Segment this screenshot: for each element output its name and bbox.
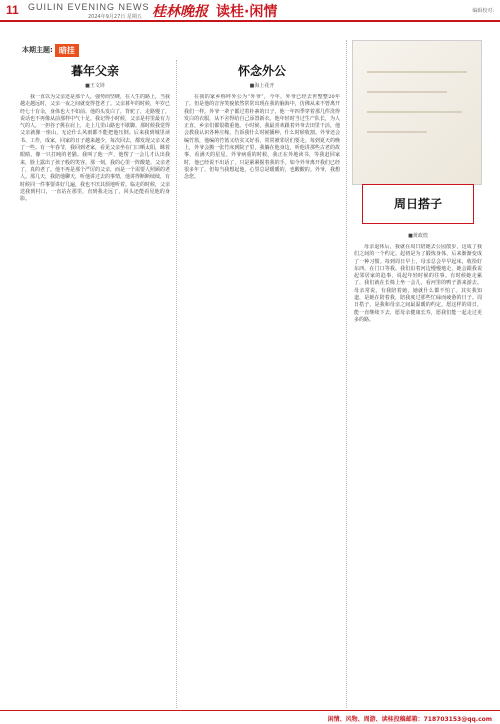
section-title: 读桂·闲情: [216, 4, 278, 20]
decorative-illustration: [352, 40, 482, 185]
article-author: ■黄政煌: [408, 233, 428, 239]
article-author: ■王文铎: [85, 83, 105, 89]
column-divider: [346, 40, 347, 708]
article-body: 母亲退休后，我就在周日陪她去公园散步，这成了我们之间的一个约定。起初是为了锻炼身体，后来渐渐变成了一种习惯。每到周日早上，母亲总会早早起床，收拾好东西，在门口等我。我们沿着河边慢慢地走，她会跟我说起邻居家的趋事，说起年轻时候的往事。有时候她走累了，我们就在长椅上坐一会儿，看河里的鸭子游来游去。母亲常说，有我陪着她，她就什么都不怕了。其实我知道，是她在陪着我，陪我度过那些忙碌而疲惫的日子。周日搭子，是我和母亲之间最温暖的约定。愿这样的周日，能一直继续下去，愿母亲健康长寿，愿我们能一起走过更多的路。: [354, 244, 482, 323]
article-title-box: [362, 184, 474, 224]
column-divider: [176, 60, 177, 708]
column-tag-name: 暗挂: [55, 44, 79, 57]
article-body: 我一直以为父亲还是那个人，强势而坚硬，在人生的路上，当我越走越远时，父亲一夜之间就变得苍老了。父亲暮年的时候，年岁已经七十有余，身体也大不如前。他的头发白了，背驼了，走路慢了，说话也不再像从前那样中气十足。我记得小时候，父亲是村里最有力气的人，一担谷子挑在肩上，走上几里山路也不歇脚。那时候我觉得父亲就像一座山，无论什么风雨都不能把他压倒。后来我到城里读书、工作，成家，回家的日子越来越少，每次回去，都发现父亲又老了一些。有一年春节，我回到老家，看见父亲坐在门口晒太阳，眯着眼睛，像一只打盹的老猫。我叫了他一声，他愣了一会儿才认出我来，脸上露出了孩子般的笑容。那一刻，我的心里一阵酸楚。父亲老了，真的老了。他不再是那个严厉的父亲，而是一个需要人照顾的老人。那几天，我陪他聊天，听他讲过去的事情，他讲得断断续续，有时候同一件事要讲好几遍，我也不厌其烦地听着。临走的时候，父亲送我到村口，一直站在那里，直到我走远了，回头还能看见他的身影。: [20, 94, 170, 203]
page-number: 11: [6, 3, 19, 17]
article-title: 怀念外公: [237, 64, 286, 78]
article-body: 在我的家乡称呼外公为“外爷”，今年，外爷已经去世整整20年了。但是他的音容笑貌依然常常出现在我的脑海中，仿佛从来不曾离开我们一样。外爷一辈子都过着朴素的日子，他一年四季穿着那几件洗得发白的衣服，从不舍得给自己添置新衣。他年轻时当过生产队长，为人正直，乡亲们都很敬重他。小时候，我最喜欢跟着外爷去田里干活，他会教我认识各种庄稼，告诉我什么时候播种，什么时候收割。外爷还会编竹篮，他编的竹篮又结实又好看，常常被邻居们要走。每到夏天的晚上，外爷会搬一张竹床到院子里，我躺在他身边，听他讲那些古老的故事，看满天的星星。外爷病重的时候，我正在外地读书，等我赶回家时，他已经说不出话了，只是紧紧握着我的手。如今外爷离开我们已经很多年了，但每当我想起他，心里总是暖暖的，也酸酸的。外爷，我想念您。: [184, 94, 340, 181]
page-footer: [0, 710, 500, 724]
newspaper-logo: 桂林晚报: [152, 4, 208, 20]
article-title: 暮年父亲: [70, 64, 119, 78]
issue-date: 2024年9月27日 星期五: [88, 14, 142, 20]
submission-email[interactable]: 闲情、风物、周游、读桂投稿邮箱：718703153@qq.com: [327, 716, 492, 723]
column-tag-prefix: 本期主题:: [22, 46, 53, 54]
page-header: [0, 0, 500, 22]
editor-credit: 编辑校对:: [472, 8, 494, 14]
column-tag: [22, 44, 79, 56]
paper-name: GUILIN EVENING NEWS: [28, 2, 150, 12]
article-author: ■海上花开: [249, 83, 275, 89]
article-title: 周日搭子: [393, 197, 442, 211]
